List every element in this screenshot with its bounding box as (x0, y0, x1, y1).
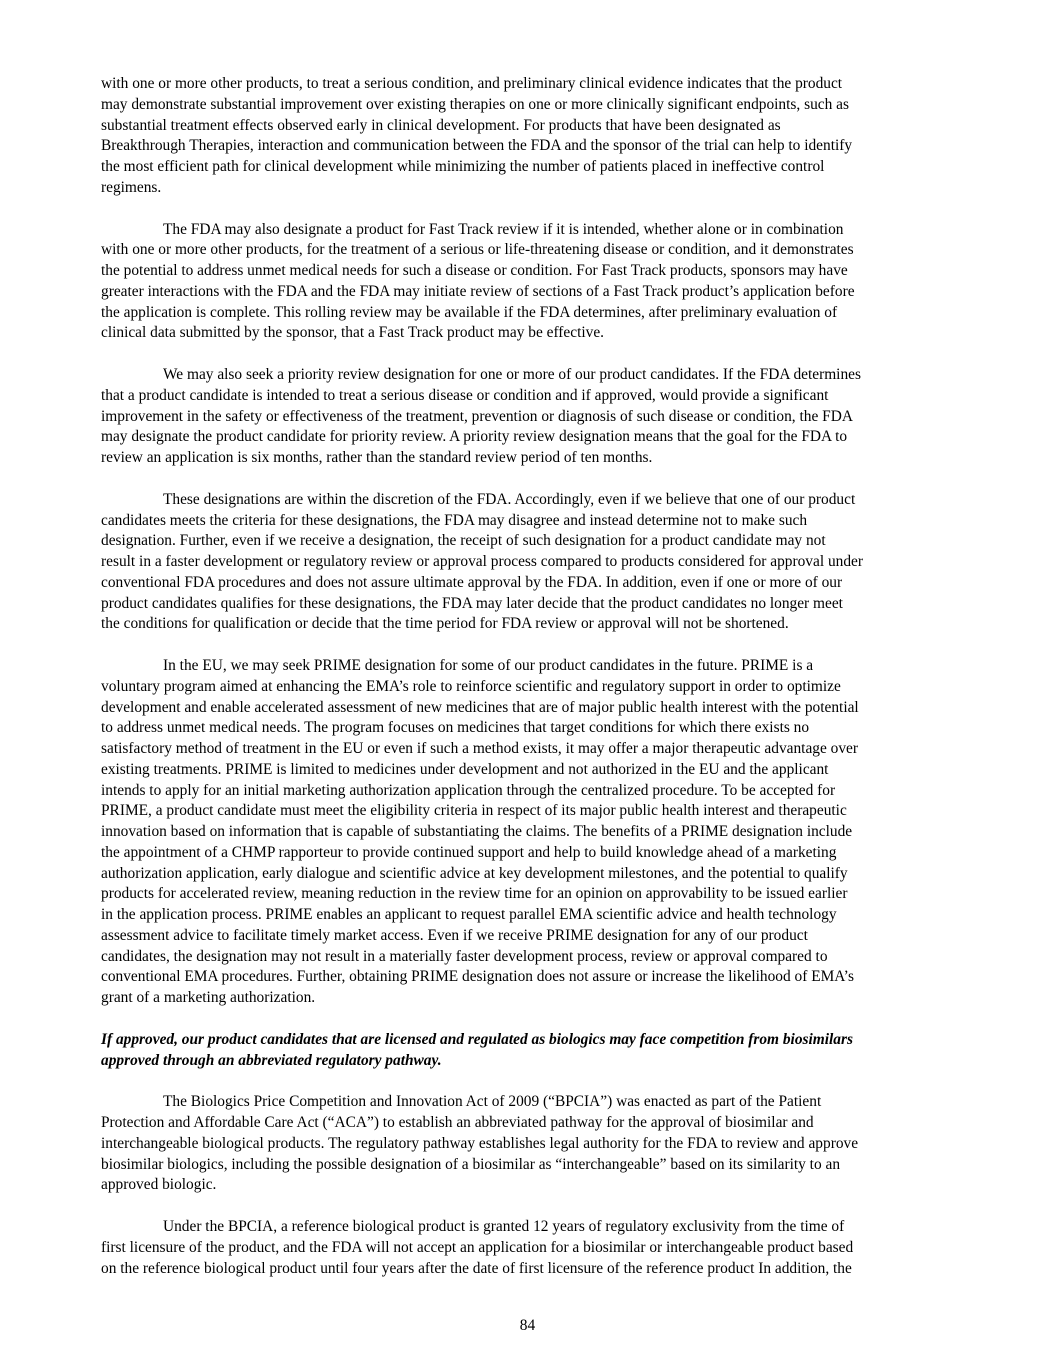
text-line: The Biologics Price Competition and Innovation Act of 2009 (“BPCIA”) was enacted as part of the Patient (163, 1093, 822, 1111)
text-line: may demonstrate substantial improvement over existing therapies on one or more clinically significant endpoints, such as (101, 95, 849, 113)
text-line: The FDA may also designate a product for Fast Track review if it is intended, whether alone or in combination (163, 220, 844, 238)
text-line: intends to apply for an initial marketing authorization application through the centralized procedure. To be accepted for (101, 781, 836, 799)
text-line: authorization application, early dialogue and scientific advice at key development milestones, and the potential to qualify (101, 864, 848, 882)
text-line: regimens. (101, 178, 162, 196)
section-heading (101, 1030, 961, 1072)
text-line: the application is complete. This rolling review may be available if the FDA determines, after preliminary evaluation of (101, 303, 838, 321)
paragraph (101, 74, 961, 199)
text-line: Under the BPCIA, a reference biological product is granted 12 years of regulatory exclusivity from the time of (163, 1218, 845, 1235)
paragraph (101, 656, 961, 1009)
text-line: first licensure of the product, and the FDA will not accept an application for a biosimilar or interchangeable product based (101, 1238, 854, 1256)
text-line: innovation based on information that is capable of substantiating the claims. The benefits of a PRIME designation include (101, 823, 853, 840)
text-line: grant of a marketing authorization. (101, 989, 316, 1006)
text-line: products for accelerated review, meaning reduction in the review time for an opinion on approvability to be issued earlier (101, 885, 848, 903)
paragraph (101, 220, 961, 345)
text-line: on the reference biological product until four years after the date of first licensure of the reference product In addition, the (101, 1259, 852, 1277)
text-line: greater interactions with the FDA and the FDA may initiate review of sections of a Fast Track product’s application before (101, 282, 855, 300)
document-page (101, 74, 961, 1300)
text-line: with one or more other products, to treat a serious condition, and preliminary clinical evidence indicates that the product (101, 75, 843, 92)
page-number: 84 (519, 1317, 536, 1334)
text-line: result in a faster development or regulatory review or approval process compared to products considered for approval under (101, 553, 863, 570)
text-line: review an application is six months, rather than the standard review period of ten months. (101, 449, 653, 466)
paragraph (101, 1092, 961, 1196)
text-line: the appointment of a CHMP rapporteur to provide continued support and help to build knowledge ahead of a marketing (101, 843, 837, 861)
text-line: that a product candidate is intended to treat a serious disease or condition and if approved, would provide a significant (101, 386, 829, 404)
text-line: existing treatments. PRIME is limited to medicines under development and not authorized in the EU and the applicant (101, 760, 829, 778)
paragraph (101, 1217, 961, 1279)
text-line: development and enable accelerated assessment of new medicines that are of major public health interest with the potential (101, 698, 859, 716)
text-line: approved biologic. (101, 1176, 217, 1194)
text-line: PRIME, a product candidate must meet the eligibility criteria in respect of its major public health interest and therapeutic (101, 802, 847, 820)
text-line: clinical data submitted by the sponsor, that a Fast Track product may be effective. (101, 324, 605, 342)
text-line: the conditions for qualification or decide that the time period for FDA review or approval will not be shortened. (101, 615, 789, 633)
text-line: Breakthrough Therapies, interaction and communication between the FDA and the sponsor of the trial can help to identify (101, 137, 853, 155)
text-line: the most efficient path for clinical development while minimizing the number of patients placed in ineffective control (101, 158, 825, 175)
text-line: candidates meets the criteria for these designations, the FDA may disagree and instead determine not to make such (101, 511, 808, 529)
text-line: substantial treatment effects observed early in clinical development. For products that have been designated as (101, 116, 781, 134)
text-line: designation. Further, even if we receive a designation, the receipt of such designation for a product candidate may not (101, 532, 826, 550)
text-line: the potential to address unmet medical needs for such a disease or condition. For Fast Track products, sponsors may have (101, 262, 848, 279)
text-line: assessment advice to facilitate timely market access. Even if we receive PRIME designation for any of our product (101, 926, 808, 944)
text-line: with one or more other products, for the treatment of a serious or life-threatening disease or condition, and it demonstrates (101, 241, 854, 259)
text-line: in the application process. PRIME enables an applicant to request parallel EMA scientific advice and health technology (101, 906, 837, 923)
text-line: Protection and Affordable Care Act (“ACA”) to establish an abbreviated pathway for the approval of biosimilar and (101, 1114, 814, 1131)
text-line: In the EU, we may seek PRIME designation for some of our product candidates in the future. PRIME is a (163, 657, 814, 674)
text-line: may designate the product candidate for priority review. A priority review designation means that the goal for the FDA to (101, 428, 848, 446)
text-line: product candidates qualifies for these designations, the FDA may later decide that the product candidates no longer meet (101, 594, 843, 612)
text-line: improvement in the safety or effectiveness of the treatment, prevention or diagnosis of such disease or condition, the FDA (101, 407, 853, 425)
text-line: approved through an abbreviated regulatory pathway. (101, 1051, 442, 1069)
text-line: If approved, our product candidates that are licensed and regulated as biologics may face competition from biosimilars (101, 1030, 853, 1048)
text-line: conventional EMA procedures. Further, obtaining PRIME designation does not assure or increase the likelihood of EMA’s (101, 968, 854, 986)
text-line: to address unmet medical needs. The program focuses on medicines that target conditions for which there exists no (101, 719, 810, 737)
text-line: conventional FDA procedures and does not assure ultimate approval by the FDA. In addition, even if one or more of our (101, 573, 843, 591)
document-body (101, 74, 961, 1279)
text-line: satisfactory method of treatment in the EU or even if such a method exists, it may offer a major therapeutic advantage over (101, 740, 859, 757)
paragraph (101, 365, 961, 469)
text-line: voluntary program aimed at enhancing the EMA’s role to reinforce scientific and regulatory support in order to optimize (101, 677, 841, 695)
text-line: interchangeable biological products. The regulatory pathway establishes legal authority for the FDA to review and approve (101, 1134, 859, 1152)
text-line: We may also seek a priority review designation for one or more of our product candidates. If the FDA determines (163, 366, 861, 383)
paragraph (101, 490, 961, 635)
text-line: These designations are within the discretion of the FDA. Accordingly, even if we believe that one of our product (163, 490, 856, 508)
text-line: biosimilar biologics, including the possible designation of a biosimilar as “interchangeable” based on its similarity to an (101, 1155, 841, 1173)
text-line: candidates, the designation may not result in a materially faster development process, review or approval compared to (101, 947, 828, 965)
